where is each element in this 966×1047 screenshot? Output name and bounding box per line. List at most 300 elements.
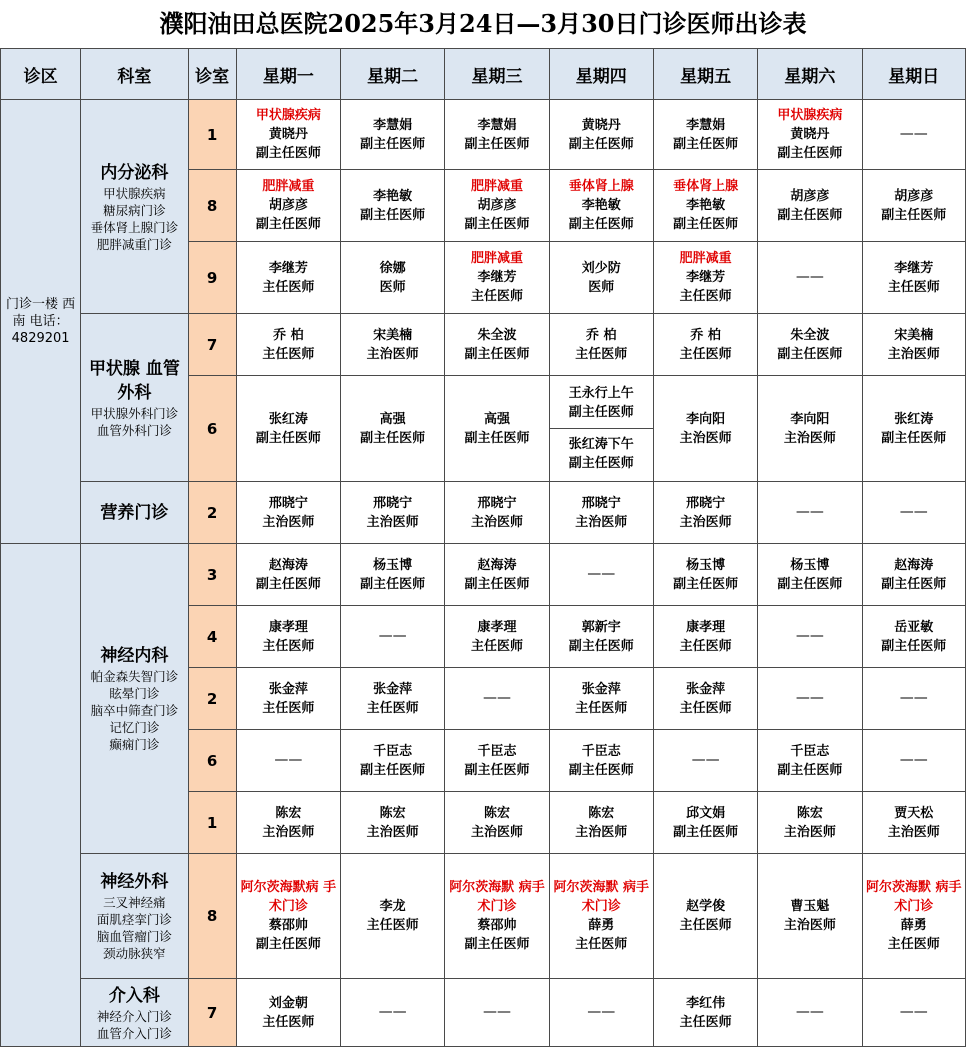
empty-dash: ——	[378, 628, 407, 644]
doctor-name: 李继芳	[268, 260, 308, 276]
schedule-cell	[236, 668, 340, 730]
doctor-name: 胡彦彦	[894, 188, 934, 204]
doctor-title: 副主任医师	[360, 576, 426, 592]
doctor-title: 主治医师	[575, 514, 628, 530]
doctor-title: 副主任医师	[360, 136, 426, 152]
schedule-cell	[758, 100, 862, 170]
doctor-title: 副主任医师	[255, 576, 321, 592]
doctor-title: 副主任医师	[255, 937, 321, 952]
schedule-cell	[653, 376, 757, 482]
doctor-title: 副主任医师	[568, 762, 634, 778]
schedule-cell	[341, 242, 445, 314]
doctor-title: 主任医师	[679, 700, 732, 716]
doctor-name: 李向阳	[790, 411, 830, 427]
schedule-cell	[341, 854, 445, 979]
doctor-name: 李继芳	[894, 260, 934, 276]
doctor-title: 主任医师	[887, 937, 940, 952]
doctor-title: 副主任医师	[255, 430, 321, 446]
area-cell	[1, 100, 81, 544]
empty-dash: ——	[899, 1004, 928, 1020]
empty-dash: ——	[587, 566, 616, 582]
doctor-title: 副主任医师	[673, 824, 739, 840]
schedule-cell	[445, 170, 549, 242]
doctor-title: 主治医师	[783, 824, 836, 840]
schedule-cell	[862, 979, 965, 1047]
schedule-cell	[653, 242, 757, 314]
schedule-cell	[236, 100, 340, 170]
doctor-name: 贾天松	[894, 805, 934, 821]
doctor-title: 副主任医师	[360, 207, 426, 223]
room-number: 1	[188, 100, 236, 170]
doctor-title: 副主任医师	[777, 576, 843, 592]
doctor-name: 康孝理	[686, 619, 726, 635]
doctor-name: 李艳敏	[581, 198, 621, 213]
doctor-title: 主治医师	[887, 346, 940, 362]
doctor-name: 李继芳	[686, 270, 726, 285]
doctor-name: 李艳敏	[686, 198, 726, 213]
schedule-cell	[341, 376, 445, 482]
schedule-cell	[445, 668, 549, 730]
special-clinic: 肥胖减重	[470, 251, 523, 266]
special-clinic: 肥胖减重	[262, 179, 315, 194]
department-subclinic: 血管外科门诊	[96, 422, 172, 438]
department-subclinic: 脑卒中筛查门诊	[90, 703, 179, 718]
schedule-cell	[862, 100, 965, 170]
special-clinic: 肥胖减重	[679, 251, 732, 266]
empty-dash: ——	[899, 690, 928, 706]
header-tuesday: 星期二	[341, 49, 445, 100]
table-row	[1, 314, 966, 376]
doctor-title: 主任医师	[470, 289, 523, 304]
department-subclinic: 甲状腺外科门诊	[90, 405, 179, 421]
schedule-cell	[862, 606, 965, 668]
department-name: 介入科	[108, 985, 160, 1006]
schedule-cell	[758, 482, 862, 544]
empty-dash: ——	[899, 126, 928, 142]
page-title: 濮阳油田总医院2025年3月24日—3月30日门诊医师出诊表	[159, 9, 807, 38]
schedule-cell	[862, 376, 965, 482]
doctor-name: 高强	[379, 411, 406, 427]
doctor-name: 薛勇	[900, 918, 927, 933]
doctor-name: 千臣志	[581, 743, 621, 759]
schedule-cell	[236, 376, 340, 482]
doctor-name: 岳亚敏	[894, 619, 934, 635]
schedule-cell	[341, 730, 445, 792]
schedule-cell	[236, 792, 340, 854]
doctor-name: 千臣志	[477, 743, 517, 759]
room-number: 4	[188, 606, 236, 668]
doctor-title: 主任医师	[262, 700, 315, 716]
schedule-cell	[653, 100, 757, 170]
doctor-title: 副主任医师	[464, 576, 530, 592]
doctor-title: 副主任医师	[881, 207, 947, 223]
doctor-name: 蔡邵帅	[268, 918, 308, 933]
doctor-name: 黄晓丹	[268, 127, 308, 142]
doctor-name: 邢晓宁	[581, 495, 621, 511]
doctor-title: 副主任医师	[777, 146, 843, 161]
schedule-cell	[445, 792, 549, 854]
schedule-cell	[341, 792, 445, 854]
schedule-cell	[236, 242, 340, 314]
doctor-title: 副主任医师	[255, 217, 321, 232]
department-subclinic: 垂体肾上腺门诊	[90, 219, 179, 235]
department-subclinic: 三叉神经痛	[103, 895, 166, 910]
empty-dash: ——	[795, 628, 824, 644]
table-row	[1, 979, 966, 1047]
department-cell	[81, 314, 188, 482]
doctor-title: 主治医师	[262, 514, 315, 530]
doctor-title: 副主任医师	[568, 405, 634, 420]
schedule-cell	[445, 606, 549, 668]
special-clinic: 阿尔茨海默 病手术门诊	[866, 880, 962, 914]
doctor-name: 刘少防	[581, 260, 621, 276]
header-department: 科室	[81, 49, 188, 100]
department-subclinic: 神经介入门诊	[96, 1008, 172, 1024]
doctor-name: 李向阳	[686, 411, 726, 427]
doctor-name: 赵海涛	[477, 557, 517, 573]
schedule-cell	[758, 730, 862, 792]
doctor-name: 郭新宇	[581, 619, 621, 635]
header-area: 诊区	[1, 49, 81, 100]
schedule-cell	[758, 606, 862, 668]
schedule-table	[0, 48, 966, 1047]
doctor-name: 千臣志	[373, 743, 413, 759]
schedule-cell	[758, 979, 862, 1047]
schedule-cell	[758, 170, 862, 242]
schedule-cell	[758, 242, 862, 314]
doctor-title: 主任医师	[679, 346, 732, 362]
schedule-cell	[549, 730, 653, 792]
schedule-cell	[549, 544, 653, 606]
schedule-cell	[862, 730, 965, 792]
schedule-cell	[758, 854, 862, 979]
doctor-title: 主任医师	[262, 346, 315, 362]
schedule-cell	[445, 376, 549, 482]
doctor-name: 朱全波	[477, 327, 517, 343]
department-subclinic: 眩晕门诊	[109, 686, 160, 701]
doctor-name: 李慧娟	[686, 117, 726, 133]
empty-dash: ——	[691, 752, 720, 768]
doctor-title: 副主任医师	[464, 217, 530, 232]
doctor-name: 乔 柏	[273, 327, 304, 343]
doctor-title: 主任医师	[262, 1014, 315, 1030]
schedule-cell	[445, 544, 549, 606]
schedule-cell	[445, 979, 549, 1047]
doctor-name: 千臣志	[790, 743, 830, 759]
doctor-name: 张红涛	[894, 411, 934, 427]
schedule-cell	[758, 376, 862, 482]
doctor-title: 副主任医师	[777, 762, 843, 778]
doctor-name: 黄晓丹	[581, 117, 621, 133]
empty-dash: ——	[482, 690, 511, 706]
schedule-cell	[236, 314, 340, 376]
department-subclinic: 血管介入门诊	[96, 1025, 172, 1041]
doctor-name: 张金萍	[581, 681, 621, 697]
schedule-cell	[549, 668, 653, 730]
doctor-name: 张红涛	[268, 411, 308, 427]
empty-dash: ——	[899, 504, 928, 520]
special-clinic: 阿尔茨海默病 手术门诊	[240, 880, 337, 914]
doctor-title: 主任医师	[366, 700, 419, 716]
room-number: 2	[188, 668, 236, 730]
schedule-cell	[758, 314, 862, 376]
doctor-name: 张金萍	[268, 681, 308, 697]
doctor-title: 主任医师	[470, 638, 523, 654]
department-name: 甲状腺 血管外科	[88, 358, 180, 403]
schedule-cell	[653, 482, 757, 544]
doctor-title: 副主任医师	[255, 146, 321, 161]
doctor-name: 陈宏	[588, 805, 615, 821]
schedule-cell	[653, 854, 757, 979]
doctor-title: 副主任医师	[881, 638, 947, 654]
doctor-title: 副主任医师	[464, 937, 530, 952]
department-subclinic: 脑血管瘤门诊	[96, 929, 172, 944]
department-subclinic: 肥胖减重门诊	[96, 236, 172, 252]
doctor-title: 主治医师	[783, 918, 836, 933]
doctor-title: 副主任医师	[673, 136, 739, 152]
table-row	[1, 100, 966, 170]
schedule-cell	[445, 242, 549, 314]
doctor-name: 陈宏	[483, 805, 510, 821]
department-subclinic: 帕金森失智门诊	[90, 669, 179, 684]
doctor-name: 赵学俊	[686, 899, 726, 914]
header-room: 诊室	[188, 49, 236, 100]
header-thursday: 星期四	[549, 49, 653, 100]
schedule-cell	[445, 314, 549, 376]
doctor-title: 主治医师	[679, 514, 732, 530]
schedule-cell	[862, 854, 965, 979]
doctor-title: 医师	[379, 279, 406, 295]
doctor-name: 李龙	[379, 899, 406, 914]
schedule-cell	[862, 170, 965, 242]
department-cell	[81, 854, 188, 979]
doctor-name: 陈宏	[796, 805, 823, 821]
doctor-title: 主任医师	[679, 638, 732, 654]
room-number: 2	[188, 482, 236, 544]
room-number: 8	[188, 854, 236, 979]
header-saturday: 星期六	[758, 49, 862, 100]
doctor-title: 主任医师	[575, 937, 628, 952]
schedule-cell	[236, 544, 340, 606]
doctor-name: 李艳敏	[373, 188, 413, 204]
schedule-cell	[236, 730, 340, 792]
schedule-cell	[549, 242, 653, 314]
empty-dash: ——	[587, 1004, 616, 1020]
schedule-cell	[341, 606, 445, 668]
special-clinic: 阿尔茨海默 病手术门诊	[553, 880, 650, 914]
schedule-cell	[653, 544, 757, 606]
room-number: 6	[188, 730, 236, 792]
department-cell	[81, 544, 188, 854]
doctor-title: 医师	[588, 279, 615, 295]
schedule-cell	[758, 668, 862, 730]
doctor-title: 主任医师	[262, 279, 315, 295]
doctor-title: 主治医师	[366, 514, 419, 530]
doctor-title: 主任医师	[366, 918, 419, 933]
department-name: 神经内科	[100, 646, 169, 666]
schedule-cell	[758, 544, 862, 606]
doctor-title: 副主任医师	[673, 576, 739, 592]
doctor-title: 主任医师	[262, 638, 315, 654]
room-number: 1	[188, 792, 236, 854]
header-monday: 星期一	[236, 49, 340, 100]
doctor-name: 黄晓丹	[790, 127, 830, 142]
area-cell	[1, 544, 81, 1047]
schedule-cell	[862, 668, 965, 730]
department-cell	[81, 100, 188, 314]
schedule-cell	[445, 730, 549, 792]
department-name: 神经外科	[100, 872, 169, 892]
schedule-cell	[341, 544, 445, 606]
schedule-cell	[549, 482, 653, 544]
doctor-name: 胡彦彦	[790, 188, 830, 204]
header-row	[1, 49, 966, 100]
doctor-name: 张红涛下午	[568, 437, 634, 452]
doctor-name: 赵海涛	[268, 557, 308, 573]
department-subclinic: 甲状腺疾病	[103, 185, 166, 201]
doctor-title: 副主任医师	[568, 217, 634, 232]
half-slot	[550, 429, 653, 479]
half-slot	[550, 378, 653, 429]
empty-dash: ——	[482, 1004, 511, 1020]
header-wednesday: 星期三	[445, 49, 549, 100]
schedule-cell	[862, 314, 965, 376]
room-number: 6	[188, 376, 236, 482]
schedule-cell	[341, 979, 445, 1047]
empty-dash: ——	[795, 504, 824, 520]
special-clinic: 肥胖减重	[470, 179, 523, 194]
schedule-cell	[341, 668, 445, 730]
doctor-name: 陈宏	[379, 805, 406, 821]
doctor-name: 康孝理	[268, 619, 308, 635]
doctor-title: 主任医师	[679, 1014, 732, 1030]
schedule-cell	[862, 792, 965, 854]
schedule-cell	[341, 482, 445, 544]
schedule-cell	[862, 242, 965, 314]
schedule-cell	[236, 854, 340, 979]
room-number: 9	[188, 242, 236, 314]
doctor-name: 邢晓宁	[268, 495, 308, 511]
special-clinic: 阿尔茨海默 病手术门诊	[449, 880, 545, 914]
department-cell	[81, 979, 188, 1047]
doctor-name: 赵海涛	[894, 557, 934, 573]
empty-dash: ——	[795, 690, 824, 706]
doctor-name: 乔 柏	[690, 327, 721, 343]
special-clinic: 垂体肾上腺	[673, 179, 739, 194]
doctor-title: 副主任医师	[568, 456, 634, 471]
department-subclinic: 颈动脉狭窄	[103, 946, 166, 961]
doctor-title: 副主任医师	[568, 136, 634, 152]
department-subclinic: 面肌痉挛门诊	[96, 912, 172, 927]
doctor-title: 主任医师	[679, 289, 732, 304]
doctor-name: 胡彦彦	[268, 198, 308, 213]
special-clinic: 垂体肾上腺	[568, 179, 634, 194]
doctor-title: 副主任医师	[673, 217, 739, 232]
doctor-name: 李慧娟	[373, 117, 413, 133]
empty-dash: ——	[795, 269, 824, 285]
schedule-cell	[653, 792, 757, 854]
doctor-name: 徐娜	[379, 260, 406, 276]
doctor-title: 副主任医师	[464, 136, 530, 152]
header-friday: 星期五	[653, 49, 757, 100]
schedule-cell	[549, 606, 653, 668]
department-subclinic: 糖尿病门诊	[103, 202, 166, 218]
doctor-title: 副主任医师	[881, 576, 947, 592]
doctor-title: 主治医师	[470, 824, 523, 840]
doctor-name: 胡彦彦	[477, 198, 517, 213]
doctor-title: 主治医师	[262, 824, 315, 840]
table-row	[1, 544, 966, 606]
doctor-name: 张金萍	[686, 681, 726, 697]
schedule-cell	[549, 376, 653, 482]
doctor-name: 朱全波	[790, 327, 830, 343]
doctor-title: 主治医师	[366, 824, 419, 840]
doctor-title: 副主任医师	[777, 207, 843, 223]
doctor-title: 副主任医师	[464, 346, 530, 362]
schedule-cell	[653, 979, 757, 1047]
doctor-name: 陈宏	[275, 805, 302, 821]
empty-dash: ——	[899, 752, 928, 768]
doctor-name: 杨玉博	[373, 557, 413, 573]
empty-dash: ——	[378, 1004, 407, 1020]
doctor-title: 副主任医师	[464, 430, 530, 446]
room-number: 7	[188, 979, 236, 1047]
doctor-name: 邢晓宁	[477, 495, 517, 511]
doctor-title: 主治医师	[679, 430, 732, 446]
header-sunday: 星期日	[862, 49, 965, 100]
doctor-title: 副主任医师	[568, 638, 634, 654]
area-label: 门诊一楼 西南 电话：4829201	[6, 297, 76, 346]
doctor-title: 主治医师	[366, 346, 419, 362]
table-row	[1, 482, 966, 544]
room-number: 7	[188, 314, 236, 376]
doctor-title: 主治医师	[887, 824, 940, 840]
schedule-cell	[549, 854, 653, 979]
doctor-title: 主任医师	[679, 918, 732, 933]
doctor-name: 薛勇	[588, 918, 615, 933]
special-clinic: 甲状腺疾病	[255, 108, 321, 123]
schedule-cell	[653, 668, 757, 730]
schedule-cell	[862, 544, 965, 606]
doctor-name: 邢晓宁	[373, 495, 413, 511]
doctor-name: 宋美楠	[373, 327, 413, 343]
department-subclinic: 记忆门诊	[109, 720, 160, 735]
schedule-cell	[445, 482, 549, 544]
schedule-cell	[445, 854, 549, 979]
schedule-cell	[236, 482, 340, 544]
schedule-cell	[549, 792, 653, 854]
doctor-name: 李红伟	[686, 995, 726, 1011]
department-subclinic: 癫痫门诊	[109, 737, 160, 752]
doctor-name: 邢晓宁	[686, 495, 726, 511]
doctor-name: 杨玉博	[686, 557, 726, 573]
schedule-cell	[341, 100, 445, 170]
doctor-title: 副主任医师	[360, 762, 426, 778]
table-row	[1, 854, 966, 979]
schedule-cell	[549, 979, 653, 1047]
doctor-title: 副主任医师	[464, 762, 530, 778]
schedule-cell	[445, 100, 549, 170]
schedule-cell	[758, 792, 862, 854]
doctor-name: 张金萍	[373, 681, 413, 697]
schedule-cell	[653, 606, 757, 668]
doctor-name: 李慧娟	[477, 117, 517, 133]
schedule-cell	[653, 730, 757, 792]
empty-dash: ——	[274, 752, 303, 768]
schedule-body	[1, 100, 966, 1047]
department-cell	[81, 482, 188, 544]
doctor-title: 主任医师	[575, 346, 628, 362]
